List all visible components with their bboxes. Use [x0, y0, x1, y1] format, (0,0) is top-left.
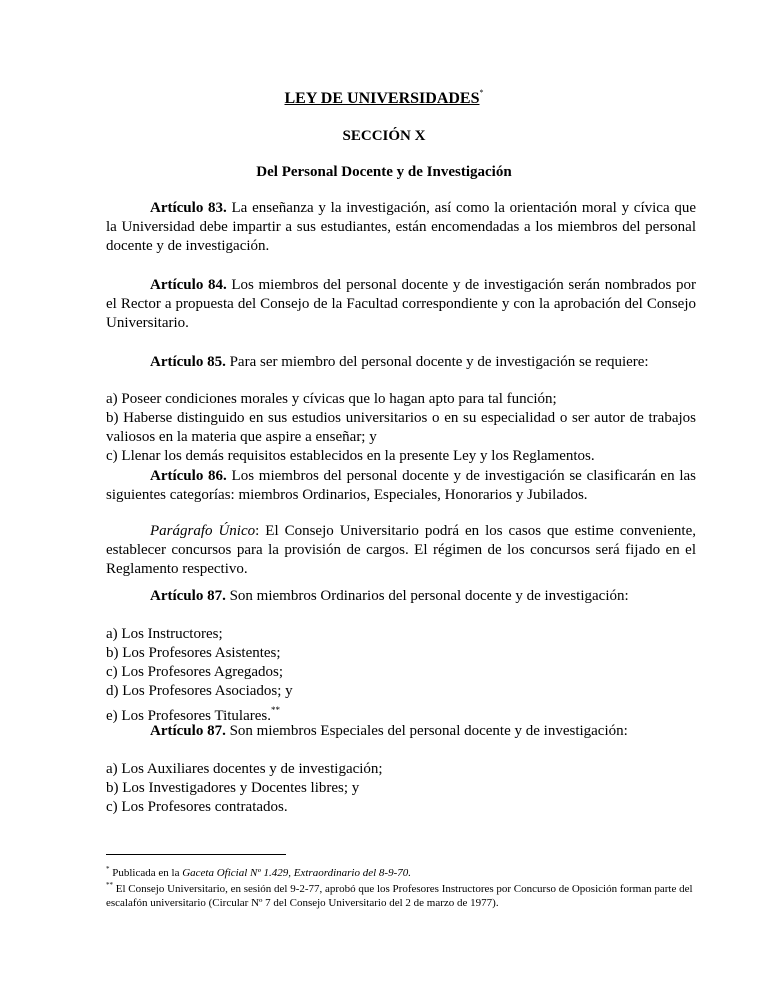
- paragrafo-text: : El Consejo Universitario podrá en los casos que estime conveniente, establecer concursos para la provisión de cargos. El régimen de los concursos será fijado en el Reglamento respectivo.: [106, 523, 696, 577]
- article-87-ordinarios-list: [106, 625, 696, 726]
- paragrafo-unico: [106, 522, 696, 579]
- footnote-divider: [106, 854, 286, 855]
- list-item: b) Los Profesores Asistentes;: [106, 645, 281, 661]
- article-87-text: Son miembros Ordinarios del personal docente y de investigación:: [225, 588, 629, 604]
- article-86-label: Artículo 86.: [150, 468, 227, 484]
- article-85-list: [106, 390, 696, 466]
- article-87-label: Artículo 87.: [150, 723, 226, 739]
- footnote-2-mark: **: [106, 881, 113, 889]
- article-84: [106, 276, 696, 333]
- footnote-1-mark: *: [106, 865, 110, 873]
- article-84-label: Artículo 84.: [150, 277, 227, 293]
- article-84-text: Los miembros del personal docente y de investigación serán nombrados por el Rector a propuesta del Consejo de la Facultad correspondiente y con la aprobación del Consejo Universitario.: [106, 277, 696, 331]
- footnote-1-citation: Gaceta Oficial Nº 1.429, Extraordinario del 8-9-70.: [182, 867, 411, 879]
- article-83-text: La enseñanza y la investigación, así como la orientación moral y cívica que la Universidad debe impartir a sus estudiantes, están encomendadas a los miembros del personal docente y de investigación.: [106, 200, 696, 254]
- list-item: a) Los Instructores;: [106, 626, 223, 642]
- section-heading: SECCIÓN X: [342, 128, 426, 144]
- article-87-text: Son miembros Especiales del personal docente y de investigación:: [225, 723, 628, 739]
- article-85-text: Para ser miembro del personal docente y de investigación se requiere:: [225, 354, 649, 370]
- document-title: [0, 88, 768, 108]
- list-item: a) Poseer condiciones morales y cívicas que lo hagan apto para tal función;: [106, 391, 557, 407]
- title-text: LEY DE UNIVERSIDADES: [284, 90, 480, 107]
- list-item: c) Llenar los demás requisitos establecidos en la presente Ley y los Reglamentos.: [106, 448, 595, 464]
- title-footnote-mark: *: [479, 88, 484, 97]
- list-item: c) Los Profesores contratados.: [106, 799, 288, 815]
- footnote-2: [106, 878, 696, 910]
- list-item-text: e) Los Profesores Titulares.: [106, 708, 271, 724]
- footnote-mark: **: [271, 705, 280, 715]
- list-item: d) Los Profesores Asociados; y: [106, 683, 293, 699]
- list-item: b) Haberse distinguido en sus estudios universitarios o en su especialidad o ser autor de trabajos valiosos en la materia que aspire a enseñar; y: [106, 410, 696, 445]
- article-87-label: Artículo 87.: [150, 588, 226, 604]
- article-87-especiales-list: [106, 760, 696, 817]
- article-87-ordinarios: [106, 587, 696, 606]
- article-86-text: Los miembros del personal docente y de investigación se clasificarán en las siguientes categorías: miembros Ordinarios, Especiales, Honorarios y Jubilados.: [106, 468, 696, 503]
- section-subtitle: Del Personal Docente y de Investigación: [256, 164, 512, 180]
- list-item: c) Los Profesores Agregados;: [106, 664, 284, 680]
- article-85: [106, 353, 696, 372]
- article-87-especiales: [106, 722, 696, 741]
- list-item: a) Los Auxiliares docentes y de investigación;: [106, 761, 383, 777]
- article-83: [106, 199, 696, 256]
- article-83-label: Artículo 83.: [150, 200, 227, 216]
- list-item: b) Los Investigadores y Docentes libres; y: [106, 780, 360, 796]
- paragrafo-label: Parágrafo Único: [150, 523, 256, 539]
- article-85-label: Artículo 85.: [150, 354, 226, 370]
- footnote-1-text: Publicada en la: [109, 867, 183, 879]
- article-86: [106, 467, 696, 505]
- footnote-2-text: El Consejo Universitario, en sesión del 9-2-77, aprobó que los Profesores Instructores por Concurso de Oposición forman parte del escalafón universitario (Circular Nº 7 del Consejo Universitario del 2 de marzo de 1977).: [106, 883, 693, 909]
